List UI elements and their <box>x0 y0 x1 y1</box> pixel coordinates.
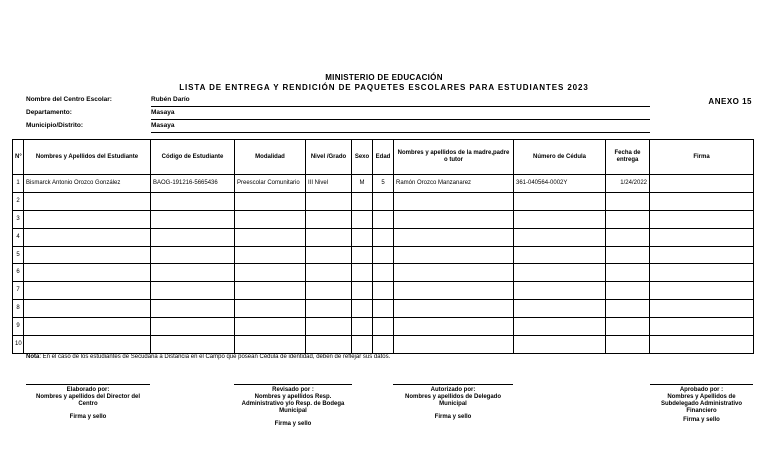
age <box>373 318 394 336</box>
student-code <box>151 246 235 264</box>
sex <box>352 336 373 354</box>
signature-role: Nombres y Apellidos de Subdelegado Administrativo Financiero <box>660 394 743 414</box>
signature-stamp-label: Firma y sello <box>69 414 107 420</box>
department-label: Departamento: <box>26 109 72 116</box>
row-number: 1 <box>13 175 24 193</box>
col-header-level: Nivel /Grado <box>306 140 352 175</box>
modality: Preescolar Comunitario <box>235 175 306 193</box>
sex <box>352 210 373 228</box>
signature-block-authorized <box>393 384 513 421</box>
student-code <box>151 264 235 282</box>
id-number <box>514 318 606 336</box>
col-header-number: N° <box>13 140 24 175</box>
col-header-signature: Firma <box>650 140 754 175</box>
table-row <box>13 336 754 354</box>
guardian-name <box>394 246 514 264</box>
sex: M <box>352 175 373 193</box>
signature-line <box>234 384 352 385</box>
table-row <box>13 264 754 282</box>
student-code <box>151 210 235 228</box>
delivery-date <box>606 192 650 210</box>
guardian-name <box>394 228 514 246</box>
signature-cell <box>650 246 754 264</box>
student-name <box>24 318 151 336</box>
level <box>306 246 352 264</box>
id-number <box>514 264 606 282</box>
sex <box>352 300 373 318</box>
col-header-delivery-date: Fecha de entrega <box>606 140 650 175</box>
level <box>306 318 352 336</box>
signature-line <box>393 384 513 385</box>
student-code <box>151 318 235 336</box>
col-header-id-number: Número de Cédula <box>514 140 606 175</box>
annex-label: ANEXO 15 <box>708 97 752 106</box>
modality <box>235 282 306 300</box>
modality <box>235 210 306 228</box>
row-number: 10 <box>13 336 24 354</box>
id-number <box>514 228 606 246</box>
level: III Nivel <box>306 175 352 193</box>
guardian-name <box>394 192 514 210</box>
col-header-modality: Modalidad <box>235 140 306 175</box>
table-row <box>13 300 754 318</box>
id-number <box>514 246 606 264</box>
signature-role: Nombres y apellidos del Director del Centro <box>35 394 141 407</box>
student-name <box>24 282 151 300</box>
school-underline <box>151 106 650 107</box>
signature-line <box>26 384 150 385</box>
signature-stamp-label: Firma y sello <box>434 414 472 420</box>
level <box>306 336 352 354</box>
level <box>306 282 352 300</box>
delivery-date <box>606 264 650 282</box>
student-name <box>24 192 151 210</box>
ministry-title: MINISTERIO DE EDUCACIÓN <box>325 73 443 82</box>
id-number: 361-040564-0002Y <box>514 175 606 193</box>
row-number: 4 <box>13 228 24 246</box>
note-text: : En el caso de los estudiantes de Secudaria a Distancia en el Campo que posean Cédula de identidad, deben de reflejar sus datos. <box>39 354 391 360</box>
student-code <box>151 282 235 300</box>
signature-title: Elaborado por: <box>66 387 110 393</box>
school-value: Rubén Darío <box>151 96 190 103</box>
modality <box>235 192 306 210</box>
delivery-date: 1/24/2022 <box>606 175 650 193</box>
id-number <box>514 282 606 300</box>
student-name: Bismarck Antonio Orozco González <box>24 175 151 193</box>
department-value: Masaya <box>151 109 175 116</box>
student-name <box>24 210 151 228</box>
age <box>373 210 394 228</box>
col-header-guardian: Nombres y apellidos de la madre,padre o tutor <box>394 140 514 175</box>
delivery-table <box>12 139 754 354</box>
age <box>373 264 394 282</box>
sex <box>352 264 373 282</box>
sex <box>352 318 373 336</box>
signature-role: Nombres y apellidos Resp. Administrativo y/o Resp. de Bodega Municipal <box>241 394 345 414</box>
row-number: 9 <box>13 318 24 336</box>
id-number <box>514 192 606 210</box>
table-row <box>13 318 754 336</box>
student-name <box>24 228 151 246</box>
row-number: 3 <box>13 210 24 228</box>
signature-cell <box>650 318 754 336</box>
signature-cell <box>650 192 754 210</box>
modality <box>235 300 306 318</box>
id-number <box>514 336 606 354</box>
row-number: 7 <box>13 282 24 300</box>
row-number: 2 <box>13 192 24 210</box>
modality <box>235 318 306 336</box>
col-header-student: Nombres y Apellidos del Estudiante <box>24 140 151 175</box>
sex <box>352 228 373 246</box>
sex <box>352 246 373 264</box>
modality <box>235 264 306 282</box>
table-row <box>13 175 754 193</box>
note-label: Nota <box>26 354 40 360</box>
student-name <box>24 336 151 354</box>
sex <box>352 192 373 210</box>
level <box>306 192 352 210</box>
age <box>373 192 394 210</box>
municipality-value: Masaya <box>151 122 175 129</box>
col-header-age: Edad <box>373 140 394 175</box>
delivery-date <box>606 282 650 300</box>
signature-cell <box>650 175 754 193</box>
level <box>306 228 352 246</box>
table-row <box>13 228 754 246</box>
student-code <box>151 300 235 318</box>
age <box>373 228 394 246</box>
signature-stamp-label: Firma y sello <box>683 417 720 423</box>
col-header-sex: Sexo <box>352 140 373 175</box>
student-name <box>24 264 151 282</box>
modality <box>235 246 306 264</box>
table-row <box>13 210 754 228</box>
guardian-name <box>394 318 514 336</box>
student-name <box>24 300 151 318</box>
delivery-date <box>606 318 650 336</box>
col-header-code: Código de Estudiante <box>151 140 235 175</box>
id-number <box>514 300 606 318</box>
delivery-date <box>606 336 650 354</box>
level <box>306 264 352 282</box>
municipality-label: Municipio/Distrito: <box>26 122 84 129</box>
signature-block-prepared <box>26 384 150 421</box>
signature-block-approved <box>650 384 753 424</box>
student-code <box>151 192 235 210</box>
student-code: BAOG-191216-5665436 <box>151 175 235 193</box>
signature-title: Revisado por : <box>272 387 314 393</box>
row-number: 8 <box>13 300 24 318</box>
level <box>306 300 352 318</box>
level <box>306 210 352 228</box>
signature-cell <box>650 210 754 228</box>
delivery-date <box>606 228 650 246</box>
age <box>373 282 394 300</box>
signature-cell <box>650 336 754 354</box>
guardian-name <box>394 300 514 318</box>
guardian-name <box>394 336 514 354</box>
list-title: LISTA DE ENTREGA Y RENDICIÓN DE PAQUETES ESCOLARES PARA ESTUDIANTES 2023 <box>179 83 589 92</box>
modality <box>235 336 306 354</box>
guardian-name <box>394 210 514 228</box>
signature-title: Aprobado por : <box>679 387 724 393</box>
signature-block-reviewed <box>234 384 352 428</box>
table-row <box>13 282 754 300</box>
age <box>373 300 394 318</box>
sex <box>352 282 373 300</box>
delivery-date <box>606 300 650 318</box>
signature-cell <box>650 300 754 318</box>
department-underline <box>151 119 650 120</box>
signature-role: Nombres y apellidos de Delegado Municipal <box>404 394 502 407</box>
school-label: Nombre del Centro Escolar: <box>26 96 112 103</box>
table-header-row <box>13 140 754 175</box>
table-row <box>13 192 754 210</box>
signature-line <box>650 384 753 385</box>
guardian-name <box>394 282 514 300</box>
signature-cell <box>650 282 754 300</box>
table-row <box>13 246 754 264</box>
row-number: 6 <box>13 264 24 282</box>
signature-cell <box>650 228 754 246</box>
age: 5 <box>373 175 394 193</box>
student-name <box>24 246 151 264</box>
modality <box>235 228 306 246</box>
guardian-name: Ramón Orozco Manzanarez <box>394 175 514 193</box>
signature-stamp-label: Firma y sello <box>274 421 312 427</box>
student-code <box>151 336 235 354</box>
age <box>373 246 394 264</box>
row-number: 5 <box>13 246 24 264</box>
signature-title: Autorizado por: <box>430 387 476 393</box>
id-number <box>514 210 606 228</box>
municipality-underline <box>151 132 650 133</box>
delivery-date <box>606 246 650 264</box>
note <box>26 354 390 360</box>
student-code <box>151 228 235 246</box>
guardian-name <box>394 264 514 282</box>
age <box>373 336 394 354</box>
delivery-date <box>606 210 650 228</box>
signature-cell <box>650 264 754 282</box>
